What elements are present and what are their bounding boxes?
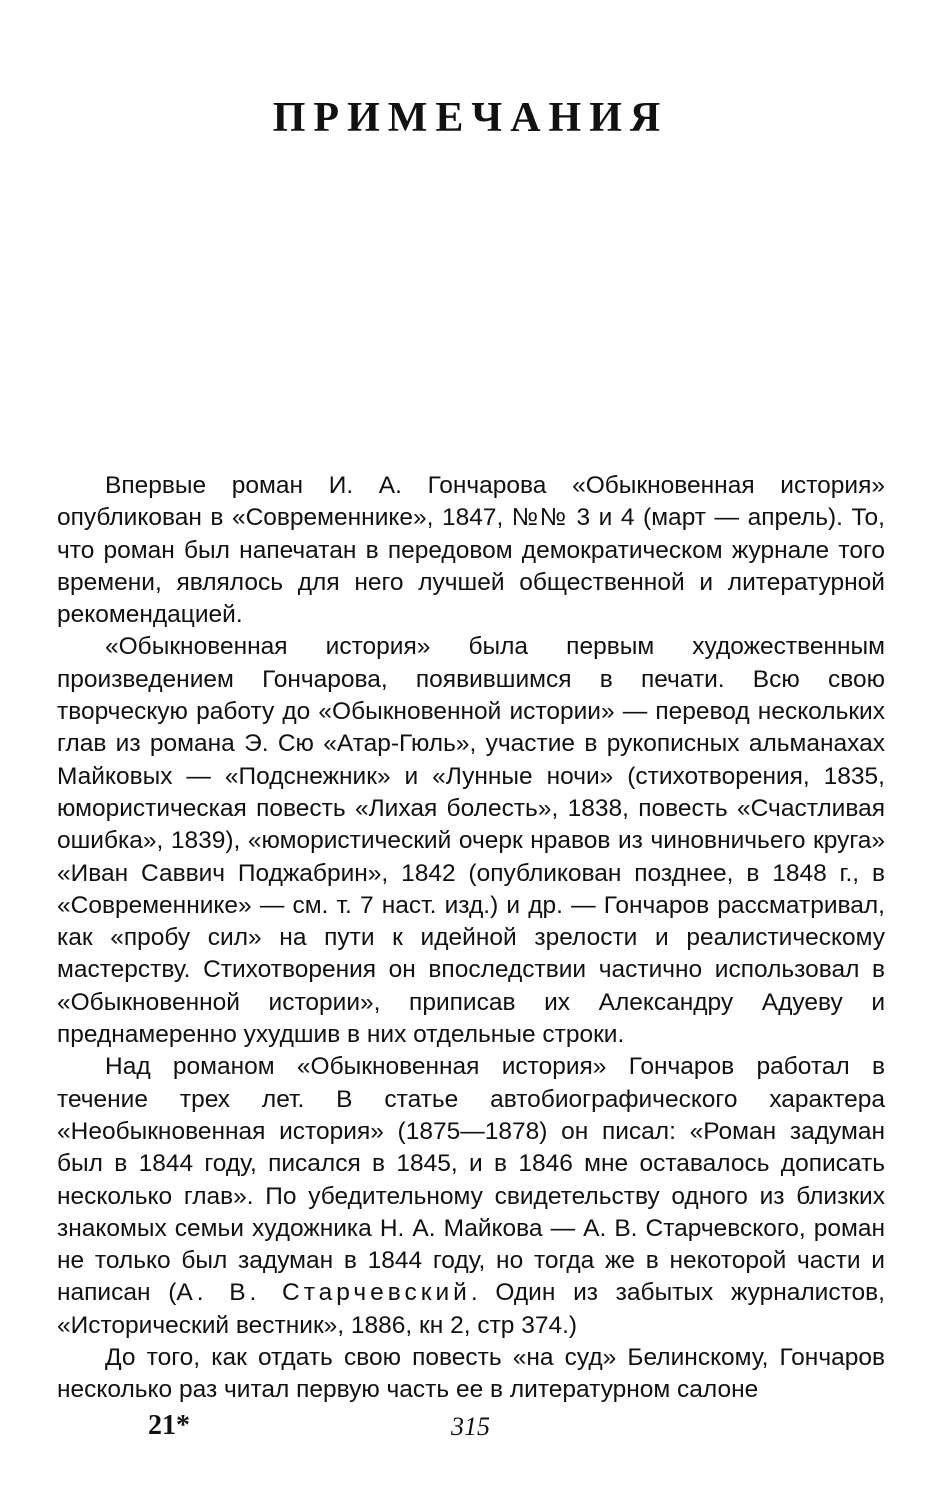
page-footer bbox=[0, 1410, 941, 1450]
page-title: ПРИМЕЧАНИЯ bbox=[272, 95, 669, 141]
page-number: 315 bbox=[451, 1412, 490, 1441]
paragraph-1: Впервые роман И. А. Гончарова «Обыкновенная история» опубликован в «Современнике», 1847, №№ 3 и 4 (март — апрель). То, что роман был напечатан в передовом демократическом журнале того времени, являлось для него лучшей общественной и литературной рекомендацией. bbox=[57, 472, 885, 629]
citation-source: . Один из забытых журналистов, «Исторический вестник», 1886, кн 2, стр 374.) bbox=[57, 1279, 885, 1339]
notes-body bbox=[57, 470, 885, 1407]
paragraph-2: «Обыкновенная история» была первым художественным произведением Гончарова, появившимся в печати. Всю свою творческую работу до «Обыкновенной истории» — перевод нескольких глав из романа Э. Сю «Атар-Гюль», участие в рукописных альманахах Майковых — «Подснежник» и «Лунные ночи» (стихотворения, 1835, юмористическая повесть «Лихая болесть», 1838, повесть «Счастливая ошибка», 1839), «юмористический очерк нравов из чиновничьего круга» «Иван Саввич Поджабрин», 1842 (опубликован позднее, в 1848 г., в «Современнике» — см. т. 7 наст. изд.) и др. — Гончаров рассматривал, как «пробу сил» на пути к идейной зрелости и реалистическому мастерству. Стихотворения он впоследствии частично использовал в «Обыкновенной истории», приписав их Александру Адуеву и преднамеренно ухудшив в них отдельные строки. bbox=[57, 633, 885, 1049]
signature-mark: 21* bbox=[148, 1410, 190, 1441]
paragraph-3 bbox=[57, 1051, 885, 1342]
cited-author: А. В. Старчевский bbox=[176, 1279, 471, 1307]
paragraph-4: До того, как отдать свою повесть «на суд» Белинскому, Гончаров несколько раз читал первую часть ее в литературном салоне bbox=[57, 1344, 885, 1404]
paragraph-3-text: Над романом «Обыкновенная история» Гончаров работал в течение трех лет. В статье автобиографического характера «Необыкновенная история» (1875—1878) он писал: «Роман задуман был в 1844 году, писался в 1845, и в 1846 мне оставалось дописать несколько глав». По убедительному свидетельству одного из близких знакомых семьи художника Н. А. Майкова — А. В. Старчевского, роман не только был задуман в 1844 году, но тогда же в некоторой части и написан ( bbox=[57, 1053, 885, 1307]
